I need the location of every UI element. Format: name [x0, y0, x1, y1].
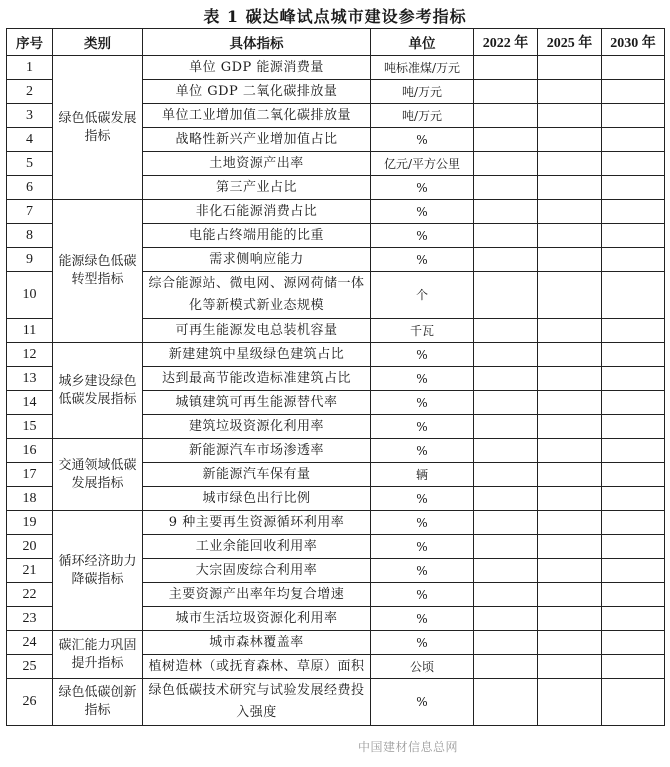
unit-cell: % — [371, 128, 474, 152]
row-seq: 2 — [7, 80, 53, 104]
value-cell-2030 — [602, 128, 665, 152]
header-year-2022: 2022 年 — [474, 29, 538, 56]
row-seq: 19 — [7, 511, 53, 535]
value-cell-2025 — [538, 487, 602, 511]
value-cell-2022 — [474, 583, 538, 607]
header-unit: 单位 — [371, 29, 474, 56]
value-cell-2022 — [474, 511, 538, 535]
row-seq: 13 — [7, 367, 53, 391]
indicator-cell: 综合能源站、微电网、源网荷储一体化等新模式新业态规模 — [143, 272, 371, 319]
value-cell-2022 — [474, 224, 538, 248]
row-seq: 1 — [7, 56, 53, 80]
indicator-table — [6, 28, 665, 726]
table-row — [7, 511, 665, 535]
value-cell-2030 — [602, 80, 665, 104]
indicator-cell: 主要资源产出率年均复合增速 — [143, 583, 371, 607]
value-cell-2025 — [538, 319, 602, 343]
header-seq: 序号 — [7, 29, 53, 56]
indicator-cell: 城镇建筑可再生能源替代率 — [143, 391, 371, 415]
category-cell: 城乡建设绿色低碳发展指标 — [53, 343, 143, 439]
indicator-cell: 工业余能回收利用率 — [143, 535, 371, 559]
value-cell-2030 — [602, 487, 665, 511]
indicator-cell: 第三产业占比 — [143, 176, 371, 200]
table-row — [7, 631, 665, 655]
value-cell-2022 — [474, 631, 538, 655]
indicator-cell: 单位 GDP 能源消费量 — [143, 56, 371, 80]
table-title: 表 1 碳达峰试点城市建设参考指标 — [203, 7, 467, 26]
value-cell-2030 — [602, 415, 665, 439]
table-body — [7, 56, 665, 726]
value-cell-2025 — [538, 128, 602, 152]
value-cell-2022 — [474, 679, 538, 726]
value-cell-2030 — [602, 463, 665, 487]
unit-cell: % — [371, 583, 474, 607]
unit-cell: % — [371, 343, 474, 367]
unit-cell: 千瓦 — [371, 319, 474, 343]
value-cell-2030 — [602, 152, 665, 176]
row-seq: 7 — [7, 200, 53, 224]
value-cell-2025 — [538, 415, 602, 439]
value-cell-2022 — [474, 343, 538, 367]
value-cell-2025 — [538, 367, 602, 391]
header-year-2030: 2030 年 — [602, 29, 665, 56]
indicator-cell: 土地资源产出率 — [143, 152, 371, 176]
value-cell-2030 — [602, 583, 665, 607]
indicator-cell: 可再生能源发电总装机容量 — [143, 319, 371, 343]
row-seq: 23 — [7, 607, 53, 631]
unit-cell: 个 — [371, 272, 474, 319]
value-cell-2025 — [538, 679, 602, 726]
value-cell-2022 — [474, 152, 538, 176]
category-cell: 绿色低碳创新指标 — [53, 679, 143, 726]
value-cell-2030 — [602, 535, 665, 559]
header-year-2025: 2025 年 — [538, 29, 602, 56]
watermark: 中国建材信息总网 — [357, 740, 458, 754]
value-cell-2025 — [538, 80, 602, 104]
indicator-cell: 单位工业增加值二氧化碳排放量 — [143, 104, 371, 128]
value-cell-2022 — [474, 272, 538, 319]
value-cell-2025 — [538, 224, 602, 248]
indicator-cell: 非化石能源消费占比 — [143, 200, 371, 224]
value-cell-2025 — [538, 152, 602, 176]
indicator-cell: 城市绿色出行比例 — [143, 487, 371, 511]
value-cell-2025 — [538, 248, 602, 272]
indicator-cell: 战略性新兴产业增加值占比 — [143, 128, 371, 152]
unit-cell: % — [371, 535, 474, 559]
category-cell: 绿色低碳发展指标 — [53, 56, 143, 200]
value-cell-2030 — [602, 272, 665, 319]
value-cell-2030 — [602, 511, 665, 535]
unit-cell: % — [371, 631, 474, 655]
value-cell-2025 — [538, 511, 602, 535]
row-seq: 20 — [7, 535, 53, 559]
row-seq: 21 — [7, 559, 53, 583]
unit-cell: 公顷 — [371, 655, 474, 679]
value-cell-2030 — [602, 248, 665, 272]
value-cell-2025 — [538, 56, 602, 80]
value-cell-2022 — [474, 559, 538, 583]
unit-cell: 吨/万元 — [371, 80, 474, 104]
category-cell: 循环经济助力降碳指标 — [53, 511, 143, 631]
category-cell: 能源绿色低碳转型指标 — [53, 200, 143, 343]
value-cell-2022 — [474, 248, 538, 272]
value-cell-2025 — [538, 535, 602, 559]
value-cell-2030 — [602, 367, 665, 391]
value-cell-2030 — [602, 56, 665, 80]
unit-cell: % — [371, 559, 474, 583]
unit-cell: % — [371, 487, 474, 511]
value-cell-2022 — [474, 80, 538, 104]
row-seq: 15 — [7, 415, 53, 439]
indicator-cell: 绿色低碳技术研究与试验发展经费投入强度 — [143, 679, 371, 726]
row-seq: 16 — [7, 439, 53, 463]
indicator-cell: 植树造林（或抚育森林、草原）面积 — [143, 655, 371, 679]
value-cell-2025 — [538, 272, 602, 319]
indicator-cell: 大宗固废综合利用率 — [143, 559, 371, 583]
indicator-cell: 单位 GDP 二氧化碳排放量 — [143, 80, 371, 104]
value-cell-2022 — [474, 104, 538, 128]
value-cell-2030 — [602, 200, 665, 224]
value-cell-2022 — [474, 535, 538, 559]
row-seq: 6 — [7, 176, 53, 200]
value-cell-2030 — [602, 607, 665, 631]
value-cell-2030 — [602, 655, 665, 679]
unit-cell: % — [371, 391, 474, 415]
indicator-cell: 城市生活垃圾资源化利用率 — [143, 607, 371, 631]
row-seq: 12 — [7, 343, 53, 367]
unit-cell: % — [371, 200, 474, 224]
indicator-cell: 新建建筑中星级绿色建筑占比 — [143, 343, 371, 367]
value-cell-2025 — [538, 104, 602, 128]
indicator-cell: 新能源汽车市场渗透率 — [143, 439, 371, 463]
category-cell: 碳汇能力巩固提升指标 — [53, 631, 143, 679]
row-seq: 17 — [7, 463, 53, 487]
indicator-cell: 9 种主要再生资源循环利用率 — [143, 511, 371, 535]
value-cell-2025 — [538, 631, 602, 655]
row-seq: 10 — [7, 272, 53, 319]
unit-cell: % — [371, 607, 474, 631]
value-cell-2030 — [602, 439, 665, 463]
indicator-cell: 需求侧响应能力 — [143, 248, 371, 272]
indicator-cell: 达到最高节能改造标准建筑占比 — [143, 367, 371, 391]
value-cell-2025 — [538, 391, 602, 415]
value-cell-2025 — [538, 559, 602, 583]
indicator-cell: 电能占终端用能的比重 — [143, 224, 371, 248]
value-cell-2030 — [602, 631, 665, 655]
value-cell-2025 — [538, 583, 602, 607]
table-row — [7, 439, 665, 463]
unit-cell: % — [371, 511, 474, 535]
table-row — [7, 343, 665, 367]
header-row — [7, 29, 665, 56]
value-cell-2025 — [538, 200, 602, 224]
value-cell-2030 — [602, 679, 665, 726]
unit-cell: % — [371, 415, 474, 439]
value-cell-2022 — [474, 655, 538, 679]
value-cell-2030 — [602, 559, 665, 583]
value-cell-2025 — [538, 176, 602, 200]
value-cell-2022 — [474, 463, 538, 487]
row-seq: 24 — [7, 631, 53, 655]
value-cell-2022 — [474, 391, 538, 415]
indicator-cell: 建筑垃圾资源化利用率 — [143, 415, 371, 439]
row-seq: 18 — [7, 487, 53, 511]
value-cell-2025 — [538, 343, 602, 367]
table-row — [7, 56, 665, 80]
value-cell-2025 — [538, 655, 602, 679]
value-cell-2030 — [602, 391, 665, 415]
value-cell-2030 — [602, 104, 665, 128]
unit-cell: % — [371, 248, 474, 272]
row-seq: 9 — [7, 248, 53, 272]
value-cell-2030 — [602, 319, 665, 343]
value-cell-2025 — [538, 607, 602, 631]
table-row — [7, 679, 665, 726]
value-cell-2022 — [474, 439, 538, 463]
unit-cell: 吨/万元 — [371, 104, 474, 128]
header-category: 类别 — [53, 29, 143, 56]
value-cell-2030 — [602, 176, 665, 200]
row-seq: 11 — [7, 319, 53, 343]
value-cell-2022 — [474, 607, 538, 631]
value-cell-2025 — [538, 439, 602, 463]
unit-cell: % — [371, 176, 474, 200]
row-seq: 4 — [7, 128, 53, 152]
value-cell-2022 — [474, 487, 538, 511]
row-seq: 14 — [7, 391, 53, 415]
value-cell-2030 — [602, 224, 665, 248]
category-cell: 交通领域低碳发展指标 — [53, 439, 143, 511]
unit-cell: 亿元/平方公里 — [371, 152, 474, 176]
value-cell-2022 — [474, 176, 538, 200]
row-seq: 3 — [7, 104, 53, 128]
value-cell-2022 — [474, 56, 538, 80]
value-cell-2022 — [474, 319, 538, 343]
value-cell-2022 — [474, 128, 538, 152]
unit-cell: % — [371, 679, 474, 726]
row-seq: 25 — [7, 655, 53, 679]
row-seq: 8 — [7, 224, 53, 248]
unit-cell: 辆 — [371, 463, 474, 487]
header-indicator: 具体指标 — [143, 29, 371, 56]
value-cell-2025 — [538, 463, 602, 487]
value-cell-2022 — [474, 367, 538, 391]
value-cell-2030 — [602, 343, 665, 367]
indicator-cell: 城市森林覆盖率 — [143, 631, 371, 655]
row-seq: 22 — [7, 583, 53, 607]
unit-cell: 吨标准煤/万元 — [371, 56, 474, 80]
row-seq: 5 — [7, 152, 53, 176]
unit-cell: % — [371, 439, 474, 463]
value-cell-2022 — [474, 200, 538, 224]
unit-cell: % — [371, 224, 474, 248]
unit-cell: % — [371, 367, 474, 391]
table-row — [7, 200, 665, 224]
row-seq: 26 — [7, 679, 53, 726]
value-cell-2022 — [474, 415, 538, 439]
indicator-cell: 新能源汽车保有量 — [143, 463, 371, 487]
